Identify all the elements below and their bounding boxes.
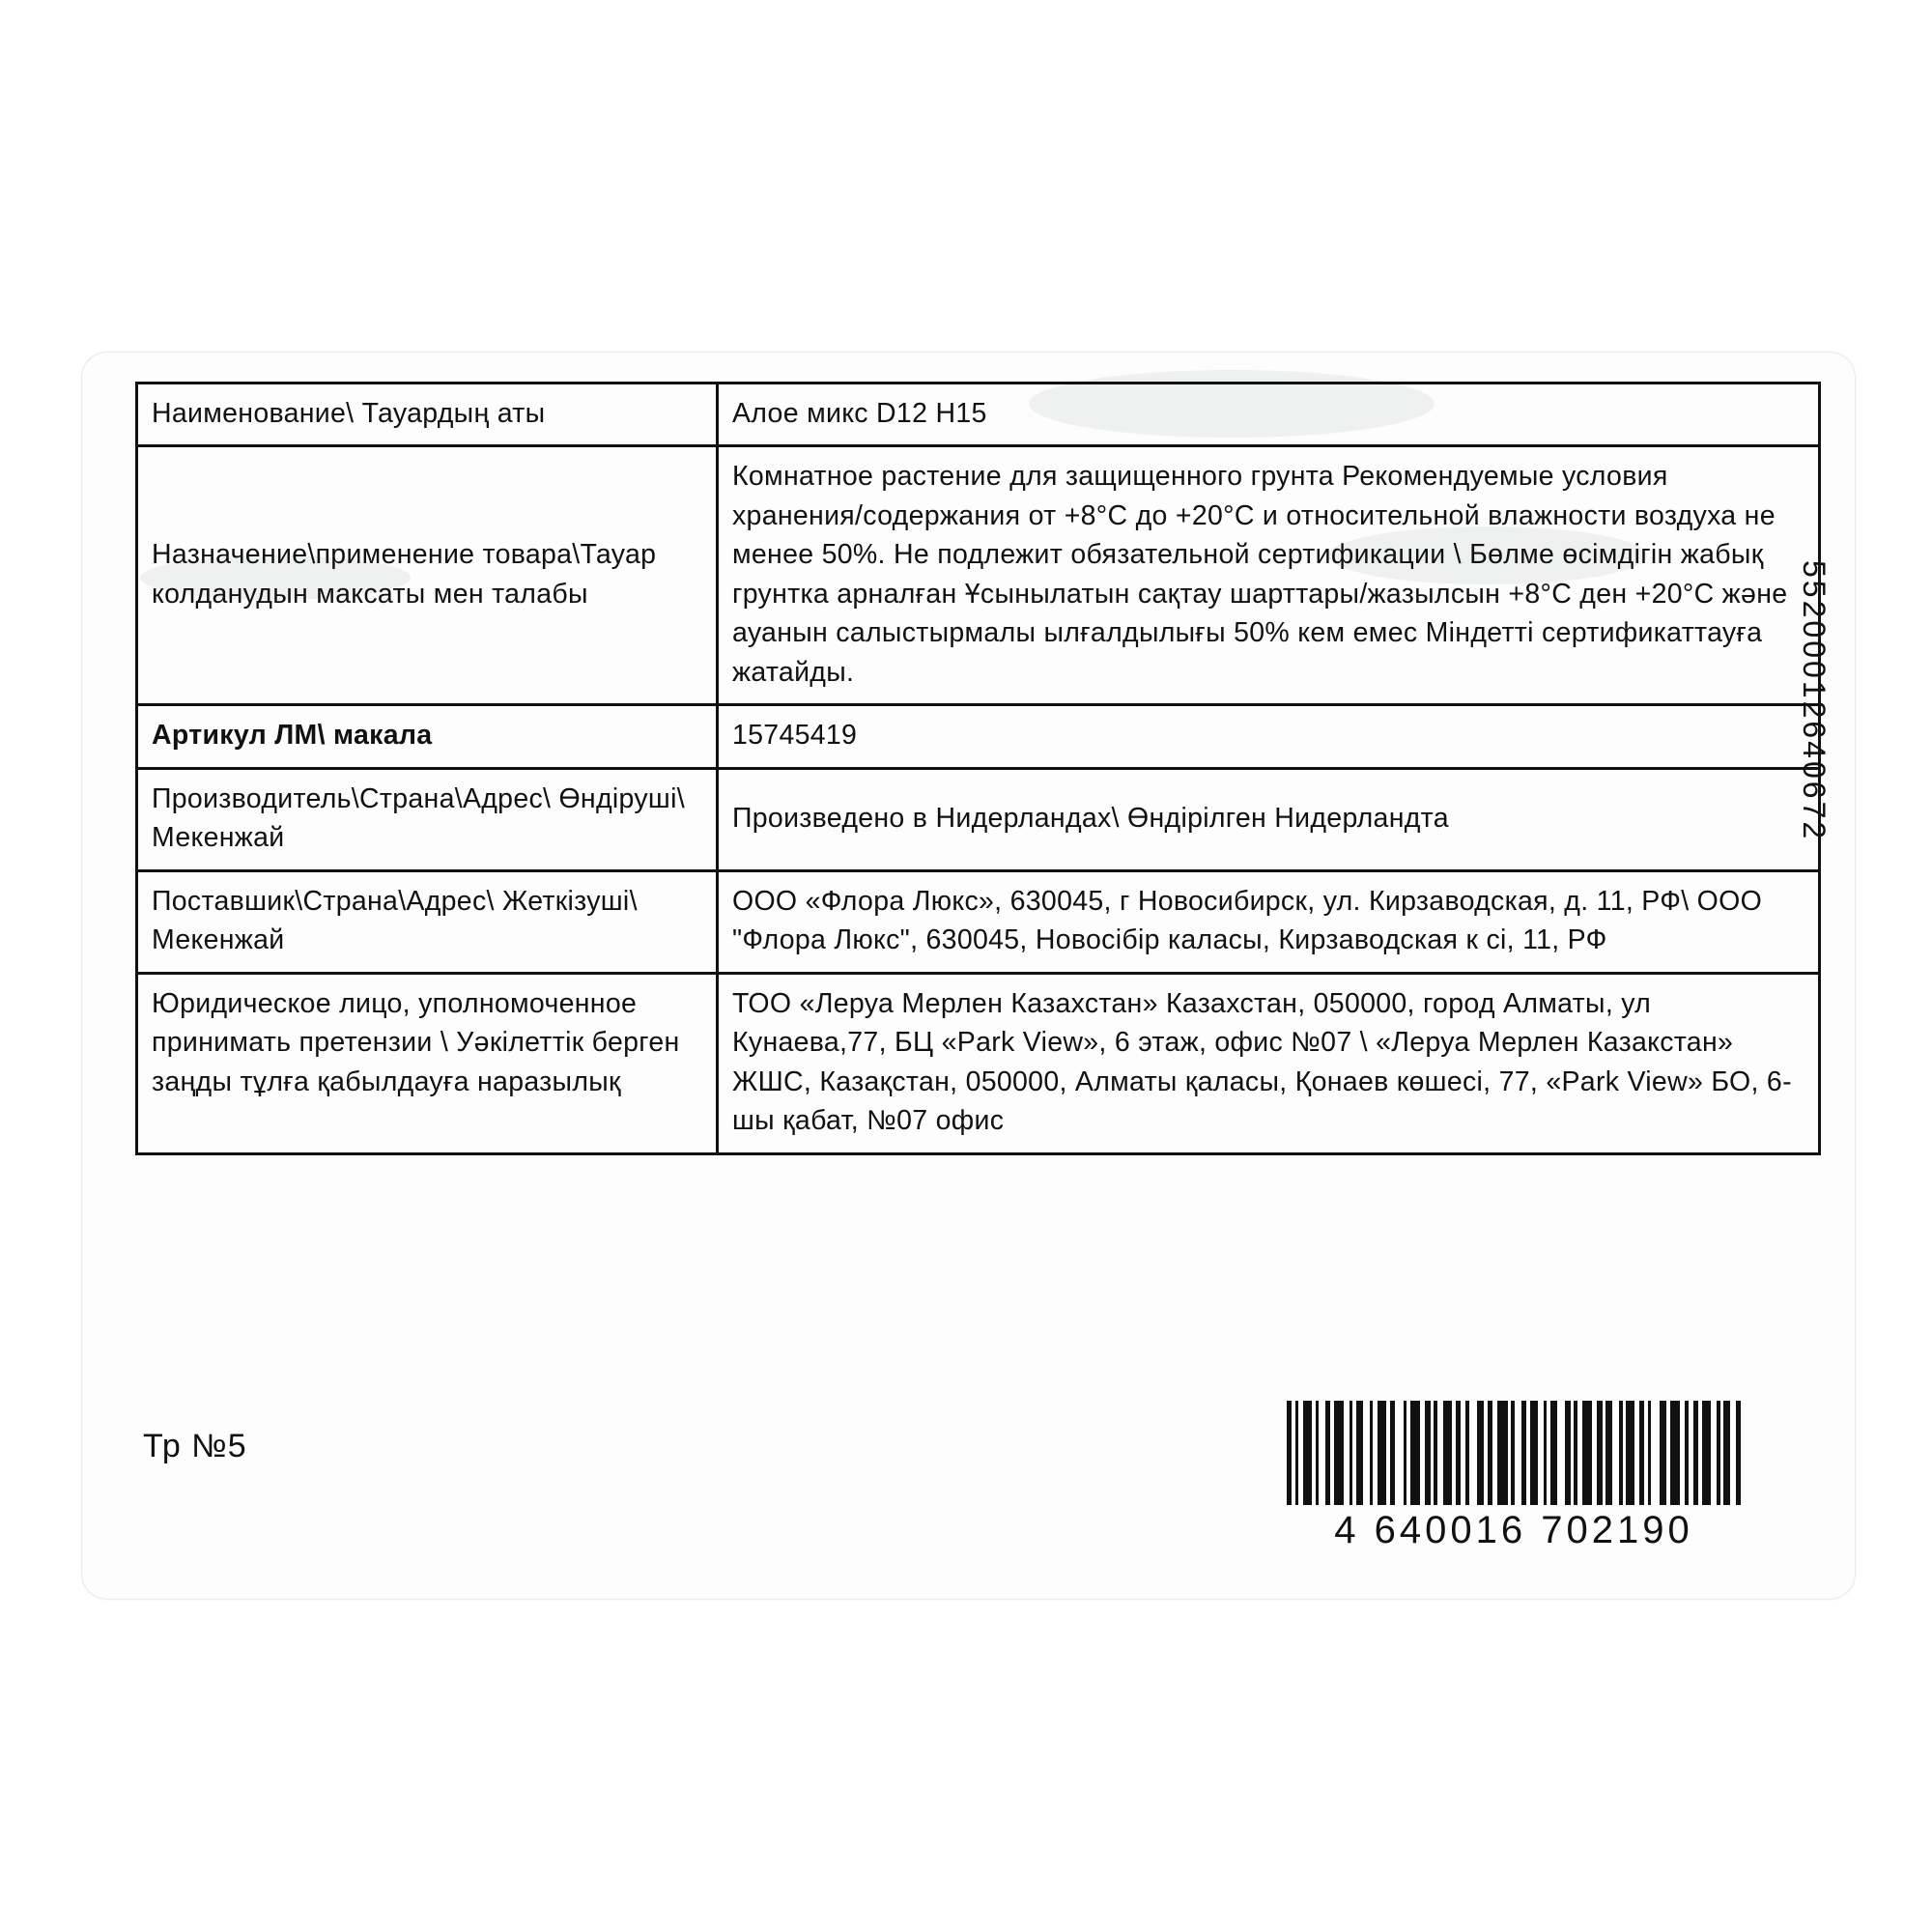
row-value-purpose: Комнатное растение для защищенного грунта Рекомендуемые условия хранения/содержания от +8°С до +20°С и относительной влажности воздуха не менее 50%. Не подлежит обязательной сертификации \ Бөлме өсімдігін жабық грунтка арналған Ұсынылатын сақтау шарттары/жазылсын +8°С ден +20°С және ауанын салыстырмалы ылғалдылығы 50% кем емес Міндетті сертификаттауға жатайды. [718,446,1820,705]
label-footer [135,1401,1758,1575]
row-value-supplier: ООО «Флора Люкс», 630045, г Новосибирск, ул. Кирзаводская, д. 11, РФ\ ООО "Флора Люкс", 630045, Новосібір каласы, Кирзаводская к сі, 11, РФ [718,870,1820,973]
table-row [137,768,1820,870]
row-key-manufacturer: Производитель\Страна\Адрес\ Өндіруші\ Мекенжай [137,768,718,870]
barcode-number: 4 640016 702190 [1334,1509,1693,1551]
row-value-article: 15745419 [718,705,1820,768]
row-value-legal-entity: ТОО «Леруа Мерлен Казахстан» Казахстан, 050000, город Алматы, ул Кунаева,77, БЦ «Park View», 6 этаж, офис №07 \ «Леруа Мерлен Казакстан» ЖШС, Казақстан, 050000, Алматы қаласы, Қонаев көшесі, 77, «Park View» БО, 6-шы қабат, №07 офис [718,973,1820,1153]
row-value-name: Алое микс D12 H15 [718,384,1820,446]
product-label-sheet [82,353,1855,1599]
label-content [135,382,1792,1575]
spec-table [135,382,1821,1155]
row-key-legal-entity: Юридическое лицо, уполномоченное принимать претензии \ Уәкілеттік берген заңды тұлға қабылдауға наразылық [137,973,718,1153]
table-row [137,973,1820,1153]
vertical-serial-number: 55200012640672 [1797,560,1832,842]
table-row [137,705,1820,768]
barcode-bars [1287,1401,1741,1505]
row-key-article: Артикул ЛМ\ макала [137,705,718,768]
tp-code-text: Тр №5 [143,1428,247,1464]
table-row [137,384,1820,446]
row-key-name: Наименование\ Тауардың аты [137,384,718,446]
barcode [1287,1401,1741,1552]
row-key-purpose: Назначение\применение товара\Тауар колданудын максаты мен талабы [137,446,718,705]
table-row [137,446,1820,705]
row-value-manufacturer: Произведено в Нидерландах\ Өндірілген Нидерландта [718,768,1820,870]
table-row [137,870,1820,973]
row-key-supplier: Поставшик\Страна\Адрес\ Жеткізуші\ Мекенжай [137,870,718,973]
